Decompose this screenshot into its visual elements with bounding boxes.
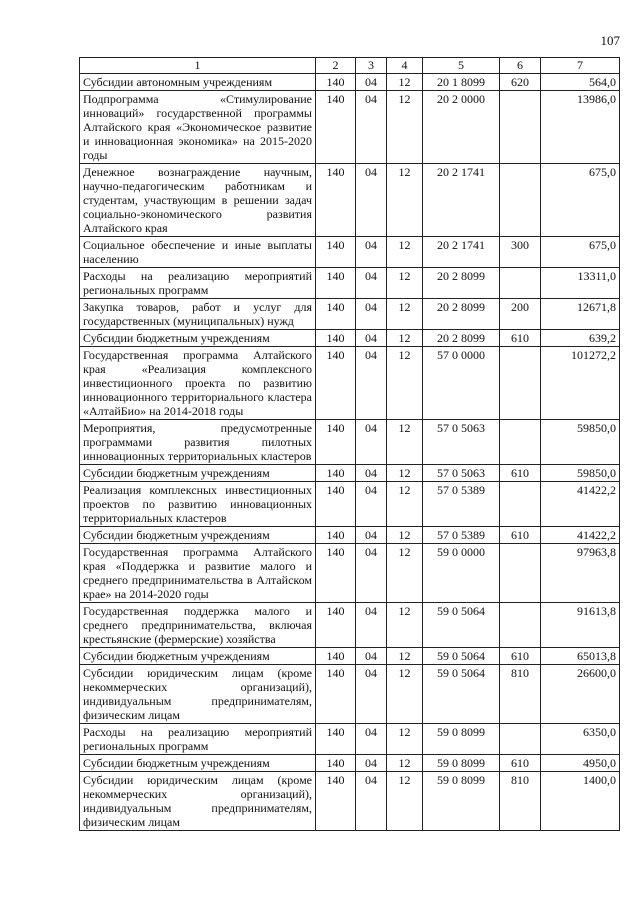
subsection-code: 12 bbox=[387, 544, 423, 603]
section-code: 04 bbox=[356, 330, 387, 347]
ministry-code: 140 bbox=[316, 74, 356, 91]
budget-table bbox=[79, 57, 620, 831]
section-code: 04 bbox=[356, 544, 387, 603]
expense-type-code bbox=[500, 347, 541, 420]
table-row bbox=[80, 347, 620, 420]
expense-type-code: 620 bbox=[500, 74, 541, 91]
subsection-code: 12 bbox=[387, 465, 423, 482]
section-code: 04 bbox=[356, 237, 387, 268]
subsection-code: 12 bbox=[387, 772, 423, 831]
item-name: Государственная программа Алтайского края «Поддержка и развитие малого и среднего предпринимательства в Алтайском крае» на 2014-2020 годы bbox=[80, 544, 316, 603]
section-code: 04 bbox=[356, 268, 387, 299]
item-name: Расходы на реализацию мероприятий региональных программ bbox=[80, 724, 316, 755]
column-header: 1 bbox=[80, 58, 316, 74]
ministry-code: 140 bbox=[316, 603, 356, 648]
amount: 65013,8 bbox=[541, 648, 620, 665]
ministry-code: 140 bbox=[316, 299, 356, 330]
table-row bbox=[80, 164, 620, 237]
page-number: 107 bbox=[600, 33, 620, 48]
subsection-code: 12 bbox=[387, 91, 423, 164]
subsection-code: 12 bbox=[387, 482, 423, 527]
expense-type-code: 200 bbox=[500, 299, 541, 330]
table-row bbox=[80, 237, 620, 268]
amount: 101272,2 bbox=[541, 347, 620, 420]
subsection-code: 12 bbox=[387, 74, 423, 91]
target-item-code: 59 0 5064 bbox=[423, 665, 500, 724]
expense-type-code bbox=[500, 164, 541, 237]
item-name: Субсидии юридическим лицам (кроме некоммерческих организаций), индивидуальным предпринимателям, физическим лицам bbox=[80, 665, 316, 724]
target-item-code: 57 0 5389 bbox=[423, 482, 500, 527]
subsection-code: 12 bbox=[387, 603, 423, 648]
section-code: 04 bbox=[356, 420, 387, 465]
table-row bbox=[80, 665, 620, 724]
section-code: 04 bbox=[356, 527, 387, 544]
item-name: Субсидии юридическим лицам (кроме некоммерческих организаций), индивидуальным предпринимателям, физическим лицам bbox=[80, 772, 316, 831]
section-code: 04 bbox=[356, 164, 387, 237]
target-item-code: 59 0 8099 bbox=[423, 772, 500, 831]
ministry-code: 140 bbox=[316, 724, 356, 755]
section-code: 04 bbox=[356, 724, 387, 755]
amount: 97963,8 bbox=[541, 544, 620, 603]
ministry-code: 140 bbox=[316, 91, 356, 164]
subsection-code: 12 bbox=[387, 420, 423, 465]
expense-type-code bbox=[500, 91, 541, 164]
section-code: 04 bbox=[356, 665, 387, 724]
column-header: 7 bbox=[541, 58, 620, 74]
subsection-code: 12 bbox=[387, 755, 423, 772]
header-row bbox=[80, 58, 620, 74]
subsection-code: 12 bbox=[387, 665, 423, 724]
expense-type-code bbox=[500, 724, 541, 755]
subsection-code: 12 bbox=[387, 164, 423, 237]
ministry-code: 140 bbox=[316, 465, 356, 482]
column-header: 6 bbox=[500, 58, 541, 74]
target-item-code: 20 2 8099 bbox=[423, 268, 500, 299]
amount: 59850,0 bbox=[541, 420, 620, 465]
section-code: 04 bbox=[356, 648, 387, 665]
target-item-code: 57 0 5063 bbox=[423, 420, 500, 465]
target-item-code: 20 1 8099 bbox=[423, 74, 500, 91]
section-code: 04 bbox=[356, 74, 387, 91]
ministry-code: 140 bbox=[316, 665, 356, 724]
expense-type-code: 610 bbox=[500, 527, 541, 544]
subsection-code: 12 bbox=[387, 527, 423, 544]
item-name: Реализация комплексных инвестиционных проектов по развитию инновационных территориальных кластеров bbox=[80, 482, 316, 527]
target-item-code: 20 2 0000 bbox=[423, 91, 500, 164]
ministry-code: 140 bbox=[316, 544, 356, 603]
item-name: Субсидии автономным учреждениям bbox=[80, 74, 316, 91]
table-row bbox=[80, 268, 620, 299]
ministry-code: 140 bbox=[316, 347, 356, 420]
section-code: 04 bbox=[356, 347, 387, 420]
section-code: 04 bbox=[356, 465, 387, 482]
subsection-code: 12 bbox=[387, 237, 423, 268]
amount: 13986,0 bbox=[541, 91, 620, 164]
expense-type-code: 810 bbox=[500, 772, 541, 831]
ministry-code: 140 bbox=[316, 237, 356, 268]
expense-type-code bbox=[500, 603, 541, 648]
target-item-code: 59 0 5064 bbox=[423, 648, 500, 665]
expense-type-code bbox=[500, 482, 541, 527]
target-item-code: 59 0 8099 bbox=[423, 724, 500, 755]
table-row bbox=[80, 724, 620, 755]
target-item-code: 20 2 1741 bbox=[423, 237, 500, 268]
column-header: 5 bbox=[423, 58, 500, 74]
ministry-code: 140 bbox=[316, 772, 356, 831]
subsection-code: 12 bbox=[387, 648, 423, 665]
expense-type-code: 610 bbox=[500, 330, 541, 347]
section-code: 04 bbox=[356, 91, 387, 164]
table-row bbox=[80, 603, 620, 648]
expense-type-code bbox=[500, 420, 541, 465]
ministry-code: 140 bbox=[316, 330, 356, 347]
table-row bbox=[80, 465, 620, 482]
ministry-code: 140 bbox=[316, 755, 356, 772]
section-code: 04 bbox=[356, 603, 387, 648]
table-row bbox=[80, 330, 620, 347]
column-header: 3 bbox=[356, 58, 387, 74]
item-name: Расходы на реализацию мероприятий региональных программ bbox=[80, 268, 316, 299]
item-name: Субсидии бюджетным учреждениям bbox=[80, 465, 316, 482]
item-name: Государственная поддержка малого и среднего предпринимательства, включая крестьянские (фермерские) хозяйства bbox=[80, 603, 316, 648]
target-item-code: 59 0 0000 bbox=[423, 544, 500, 603]
item-name: Субсидии бюджетным учреждениям bbox=[80, 527, 316, 544]
target-item-code: 59 0 8099 bbox=[423, 755, 500, 772]
item-name: Субсидии бюджетным учреждениям bbox=[80, 648, 316, 665]
column-header: 2 bbox=[316, 58, 356, 74]
amount: 639,2 bbox=[541, 330, 620, 347]
item-name: Социальное обеспечение и иные выплаты населению bbox=[80, 237, 316, 268]
ministry-code: 140 bbox=[316, 648, 356, 665]
amount: 41422,2 bbox=[541, 482, 620, 527]
section-code: 04 bbox=[356, 299, 387, 330]
item-name: Мероприятия, предусмотренные программами развития пилотных инновационных территориальных кластеров bbox=[80, 420, 316, 465]
subsection-code: 12 bbox=[387, 299, 423, 330]
target-item-code: 20 2 8099 bbox=[423, 299, 500, 330]
amount: 13311,0 bbox=[541, 268, 620, 299]
target-item-code: 59 0 5064 bbox=[423, 603, 500, 648]
amount: 41422,2 bbox=[541, 527, 620, 544]
section-code: 04 bbox=[356, 755, 387, 772]
table-body bbox=[80, 74, 620, 831]
subsection-code: 12 bbox=[387, 347, 423, 420]
expense-type-code: 610 bbox=[500, 755, 541, 772]
amount: 564,0 bbox=[541, 74, 620, 91]
subsection-code: 12 bbox=[387, 724, 423, 755]
item-name: Субсидии бюджетным учреждениям bbox=[80, 330, 316, 347]
target-item-code: 57 0 5063 bbox=[423, 465, 500, 482]
table-row bbox=[80, 420, 620, 465]
column-header: 4 bbox=[387, 58, 423, 74]
table-row bbox=[80, 482, 620, 527]
table-row bbox=[80, 299, 620, 330]
target-item-code: 57 0 0000 bbox=[423, 347, 500, 420]
amount: 12671,8 bbox=[541, 299, 620, 330]
amount: 6350,0 bbox=[541, 724, 620, 755]
item-name: Закупка товаров, работ и услуг для государственных (муниципальных) нужд bbox=[80, 299, 316, 330]
table-row bbox=[80, 91, 620, 164]
amount: 1400,0 bbox=[541, 772, 620, 831]
item-name: Денежное вознаграждение научным, научно-педагогическим работникам и студентам, участвующим в решении задач социально-экономического развития Алтайского края bbox=[80, 164, 316, 237]
expense-type-code: 300 bbox=[500, 237, 541, 268]
expense-type-code: 610 bbox=[500, 465, 541, 482]
amount: 26600,0 bbox=[541, 665, 620, 724]
table-row bbox=[80, 544, 620, 603]
ministry-code: 140 bbox=[316, 268, 356, 299]
subsection-code: 12 bbox=[387, 330, 423, 347]
amount: 4950,0 bbox=[541, 755, 620, 772]
subsection-code: 12 bbox=[387, 268, 423, 299]
amount: 91613,8 bbox=[541, 603, 620, 648]
ministry-code: 140 bbox=[316, 420, 356, 465]
table-row bbox=[80, 74, 620, 91]
target-item-code: 20 2 1741 bbox=[423, 164, 500, 237]
amount: 59850,0 bbox=[541, 465, 620, 482]
item-name: Государственная программа Алтайского края «Реализация комплексного инвестиционного проекта по развитию инновационного территориального кластера «АлтайБио» на 2014-2018 годы bbox=[80, 347, 316, 420]
expense-type-code: 810 bbox=[500, 665, 541, 724]
table-row bbox=[80, 527, 620, 544]
amount: 675,0 bbox=[541, 237, 620, 268]
expense-type-code bbox=[500, 544, 541, 603]
item-name: Субсидии бюджетным учреждениям bbox=[80, 755, 316, 772]
expense-type-code bbox=[500, 268, 541, 299]
table-row bbox=[80, 755, 620, 772]
ministry-code: 140 bbox=[316, 164, 356, 237]
section-code: 04 bbox=[356, 772, 387, 831]
ministry-code: 140 bbox=[316, 482, 356, 527]
target-item-code: 20 2 8099 bbox=[423, 330, 500, 347]
table-row bbox=[80, 648, 620, 665]
item-name: Подпрограмма «Стимулирование инноваций» государственной программы Алтайского края «Экономическое развитие и инновационная экономика» на 2015-2020 годы bbox=[80, 91, 316, 164]
target-item-code: 57 0 5389 bbox=[423, 527, 500, 544]
table-row bbox=[80, 772, 620, 831]
expense-type-code: 610 bbox=[500, 648, 541, 665]
section-code: 04 bbox=[356, 482, 387, 527]
ministry-code: 140 bbox=[316, 527, 356, 544]
amount: 675,0 bbox=[541, 164, 620, 237]
